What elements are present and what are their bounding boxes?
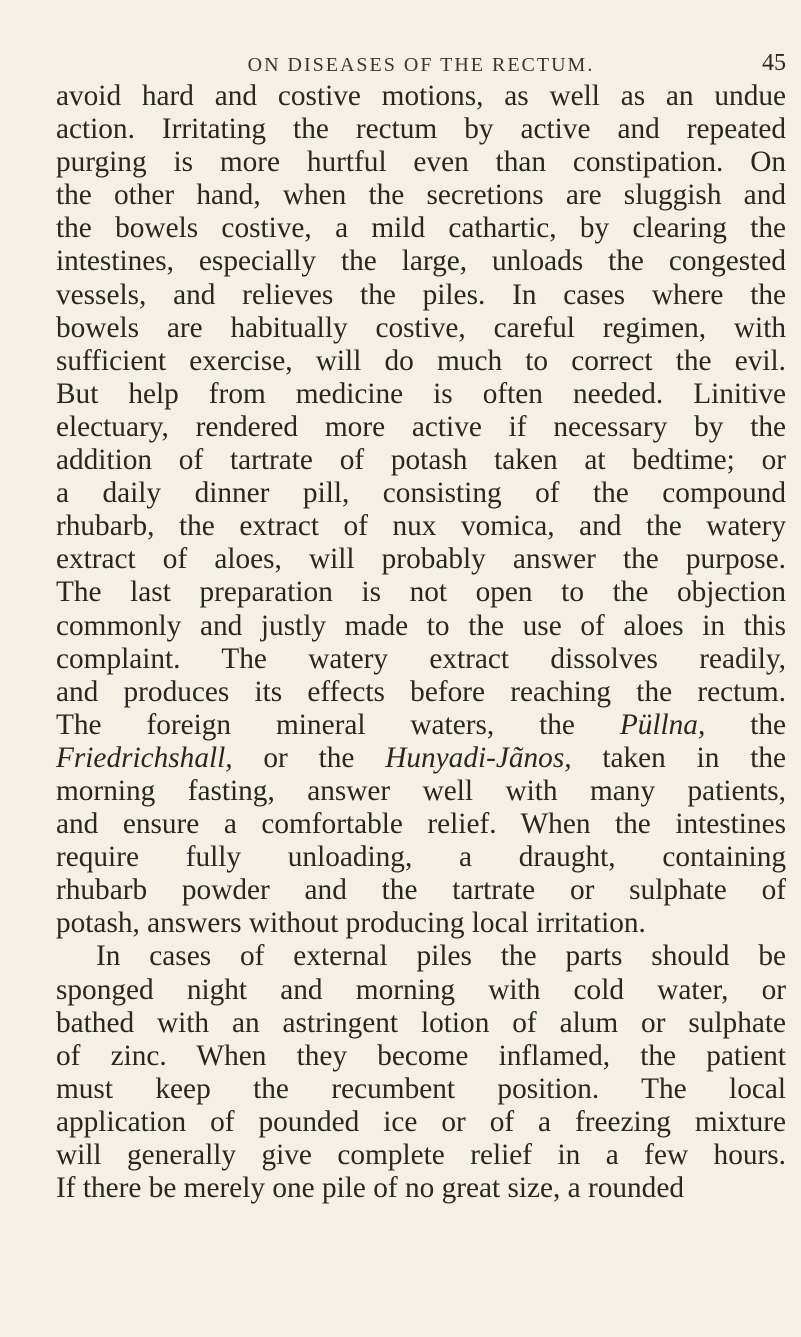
text-line: intestines, especially the large, unloads the congested bbox=[56, 245, 786, 278]
text-line: The last preparation is not open to the objection bbox=[56, 576, 786, 609]
italic-name: Friedrichshall, bbox=[56, 741, 233, 774]
text-line: require fully unloading, a draught, containing bbox=[56, 841, 786, 874]
text-line: complaint. The watery extract dissolves readily, bbox=[56, 642, 786, 675]
text-run: or the bbox=[232, 741, 386, 774]
text-line: commonly and justly made to the use of aloes in this bbox=[56, 609, 786, 642]
text-line: If there be merely one pile of no great size, a rounded bbox=[56, 1172, 684, 1205]
text-line: But help from medicine is often needed. Linitive bbox=[56, 377, 786, 410]
text-line: will generally give complete relief in a few hours. bbox=[56, 1139, 786, 1171]
text-line: bathed with an astringent lotion of alum or sulphate bbox=[56, 1006, 786, 1039]
text-line: purging is more hurtful even than constipation. On bbox=[56, 146, 786, 179]
text-line: bowels are habitually costive, careful regimen, with bbox=[56, 311, 786, 344]
text-line: morning fasting, answer well with many patients, bbox=[56, 774, 786, 807]
text-line: rhubarb powder and the tartrate or sulphate of bbox=[56, 874, 786, 907]
text-line: a daily dinner pill, consisting of the compound bbox=[56, 477, 786, 510]
italic-name: Püllna, bbox=[619, 708, 706, 741]
text-line: addition of tartrate of potash taken at bedtime; or bbox=[56, 444, 786, 477]
text-line: sufficient exercise, will do much to correct the evil. bbox=[56, 344, 786, 377]
text-line: of zinc. When they become inflamed, the patient bbox=[56, 1039, 786, 1072]
text-run: The foreign mineral waters, the bbox=[56, 708, 620, 741]
page-number: 45 bbox=[762, 50, 786, 76]
text-line: potash, answers without producing local irritation. bbox=[56, 907, 646, 940]
text-line: rhubarb, the extract of nux vomica, and the watery bbox=[56, 510, 786, 543]
text-line: the bowels costive, a mild cathartic, by clearing the bbox=[56, 212, 786, 245]
text-line: extract of aloes, will probably answer the purpose. bbox=[56, 543, 786, 576]
text-line: sponged night and morning with cold water, or bbox=[56, 973, 786, 1006]
text-line: avoid hard and costive motions, as well as an undue bbox=[56, 80, 786, 112]
body-text bbox=[56, 80, 786, 1205]
text-line: the other hand, when the secretions are sluggish and bbox=[56, 179, 786, 212]
italic-name: Hunyadi-Jãnos, bbox=[385, 741, 572, 774]
text-line: action. Irritating the rectum by active and repeated bbox=[56, 113, 786, 146]
text-line: must keep the recumbent position. The local bbox=[56, 1072, 786, 1105]
text-line: and ensure a comfortable relief. When the intestines bbox=[56, 808, 786, 841]
running-title: ON DISEASES OF THE RECTUM. bbox=[247, 54, 595, 76]
text-run: the bbox=[705, 708, 786, 741]
text-line: In cases of external piles the parts should be bbox=[96, 940, 786, 973]
text-line: electuary, rendered more active if necessary by the bbox=[56, 410, 786, 443]
text-line: vessels, and relieves the piles. In cases where the bbox=[56, 278, 786, 311]
text-line: and produces its effects before reaching the rectum. bbox=[56, 675, 786, 708]
text-run: taken in the bbox=[571, 741, 786, 774]
text-line bbox=[56, 742, 786, 775]
text-line: application of pounded ice or of a freezing mixture bbox=[56, 1105, 786, 1138]
text-line bbox=[56, 709, 786, 742]
